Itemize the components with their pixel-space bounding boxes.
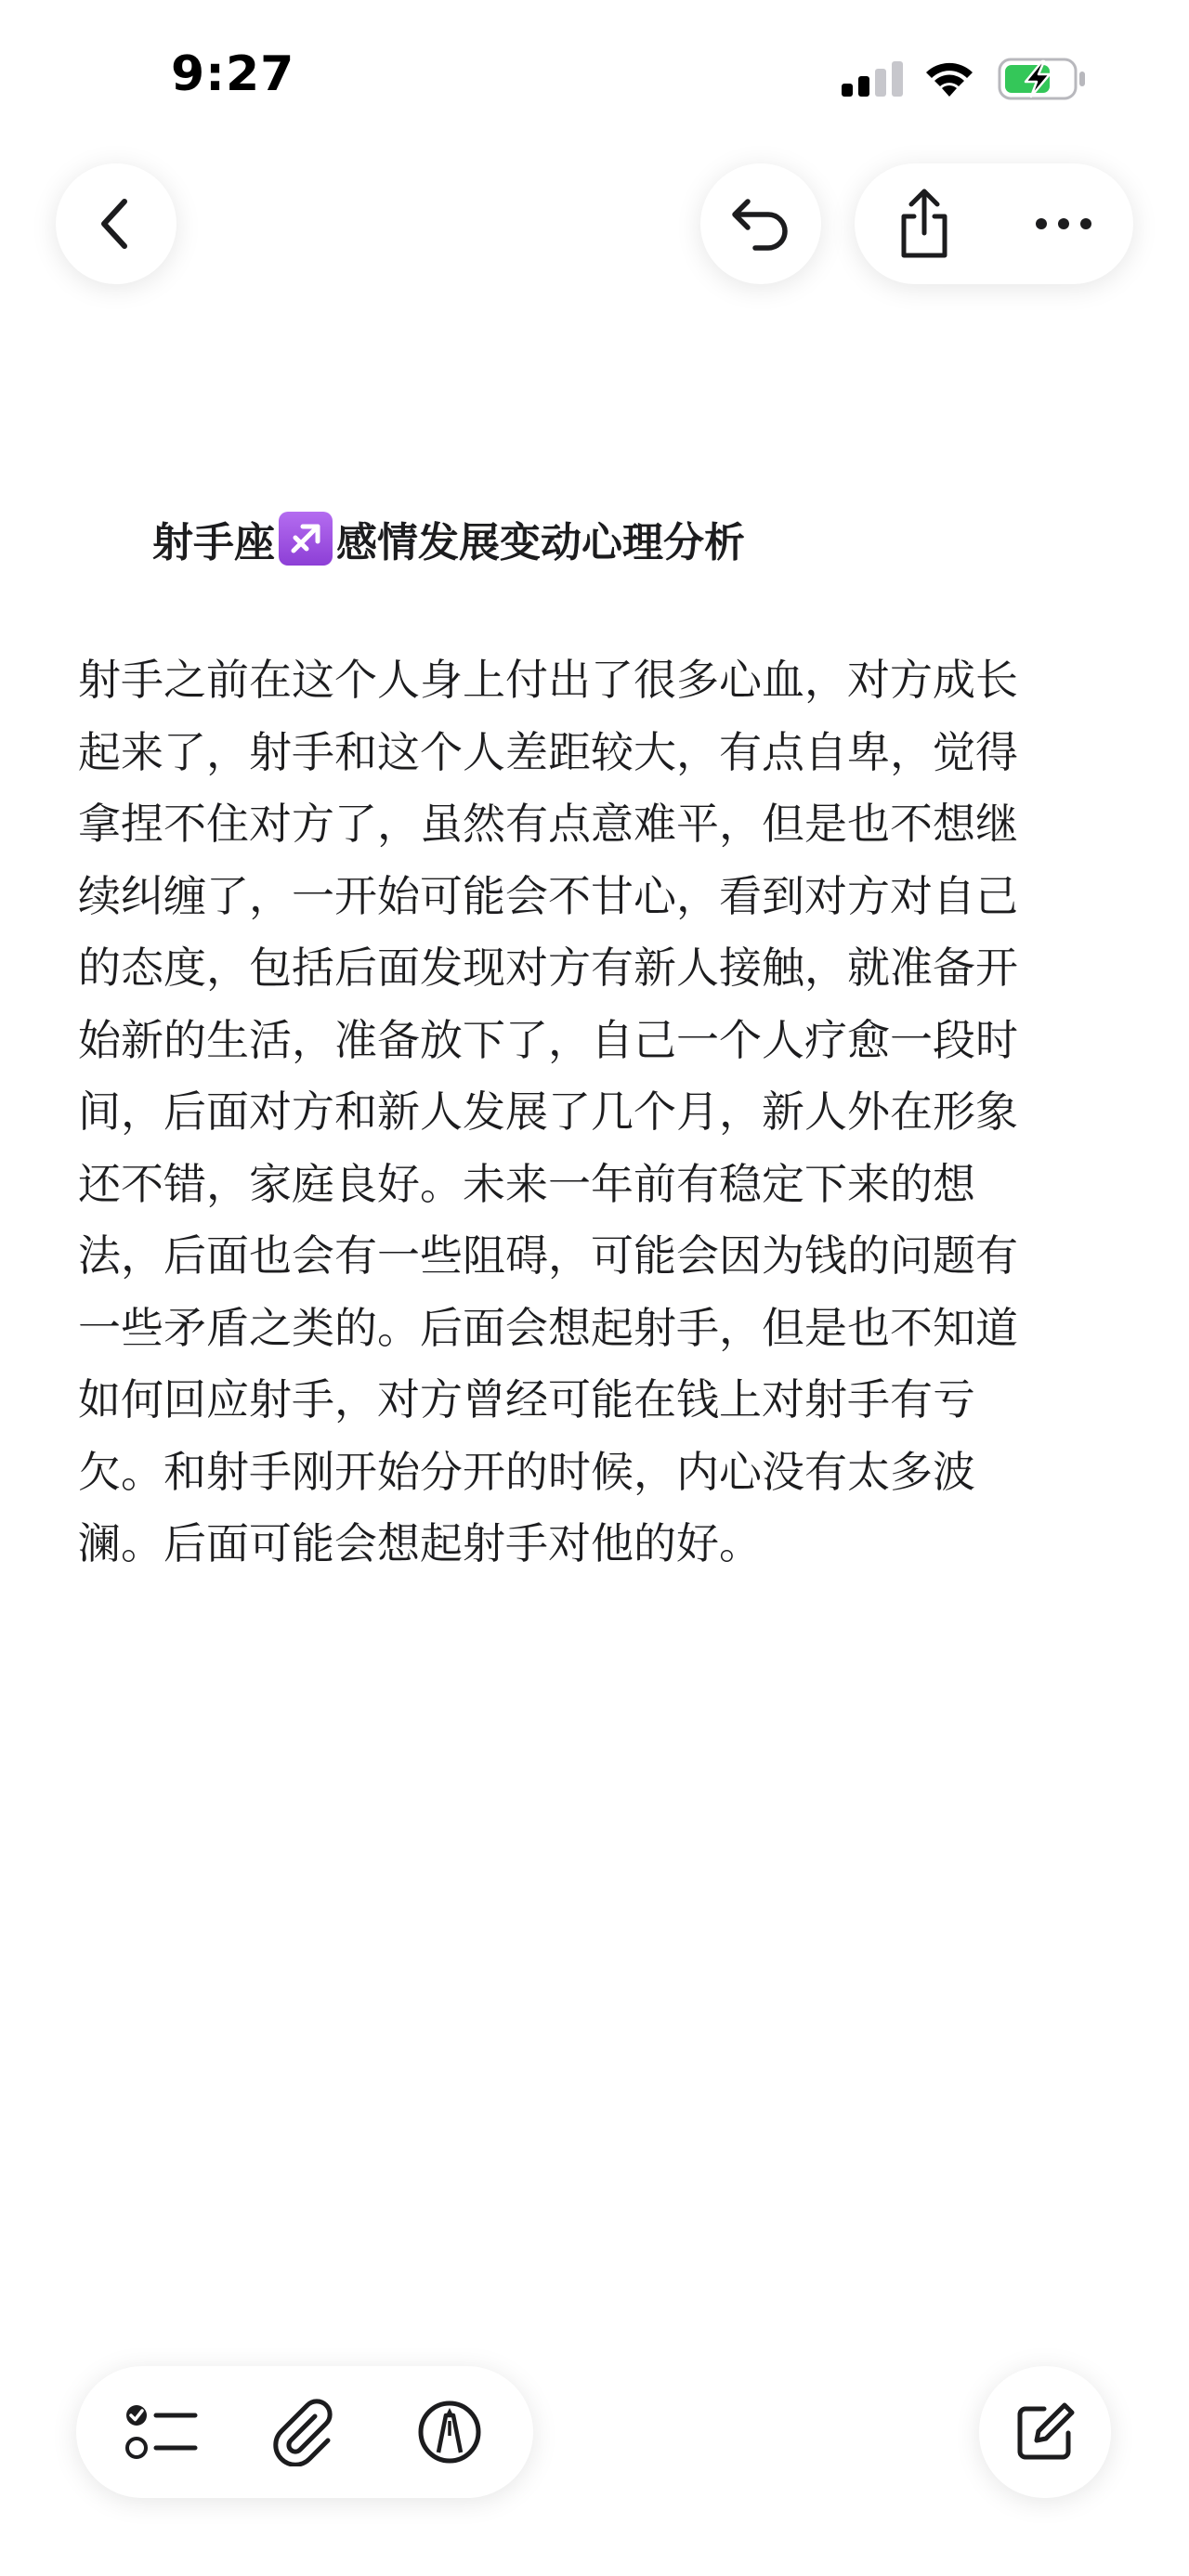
note-body[interactable] <box>78 644 1118 1581</box>
compose-button[interactable] <box>979 2366 1111 2498</box>
wifi-icon <box>921 56 977 100</box>
note-body-line: 起来了，射手和这个人差距较大，有点自卑，觉得 <box>78 726 1018 777</box>
signal-icon <box>842 59 907 100</box>
note-body-line: 的态度，包括后面发现对方有新人接触，就准备开 <box>78 943 1018 993</box>
more-icon <box>1034 216 1093 231</box>
undo-icon <box>727 194 794 254</box>
status-bar <box>0 0 1189 149</box>
markup-button[interactable] <box>385 2366 515 2498</box>
share-button[interactable] <box>855 163 994 284</box>
note-body-line: 续纠缠了，一开始可能会不甘心，看到对方对自己 <box>78 870 1018 921</box>
note-body-line: 法，后面也会有一些阻碍，可能会因为钱的问题有 <box>78 1230 1018 1281</box>
status-time: 9:27 <box>171 46 295 102</box>
note-body-line: 澜。后面可能会想起射手对他的好。 <box>78 1518 762 1568</box>
compose-icon <box>1013 2400 1078 2465</box>
note-body-line: 一些矛盾之类的。后面会想起射手，但是也不知道 <box>78 1302 1018 1353</box>
toolbar-action-group <box>855 163 1133 284</box>
note-body-line: 射手之前在这个人身上付出了很多心血，对方成长 <box>78 655 1018 705</box>
note-title-prefix: 射手座 <box>152 519 275 566</box>
note-body-line: 欠。和射手刚开始分开的时候，内心没有太多波 <box>78 1446 975 1497</box>
note-body-line: 还不错，家庭良好。未来一年前有稳定下来的想 <box>78 1158 975 1209</box>
note-body-line: 间，后面对方和新人发展了几个月，新人外在形象 <box>78 1086 1018 1137</box>
battery-charging-icon <box>998 56 1087 102</box>
undo-button[interactable] <box>700 163 821 284</box>
back-button[interactable] <box>56 163 176 284</box>
checklist-icon <box>124 2401 199 2463</box>
attach-button[interactable] <box>240 2366 370 2498</box>
sagittarius-icon <box>279 512 333 566</box>
share-icon <box>895 187 954 261</box>
note-body-line: 始新的生活，准备放下了，自己一个人疗愈一段时 <box>78 1014 1018 1065</box>
checklist-button[interactable] <box>97 2366 227 2498</box>
note-title-suffix: 感情发展变动心理分析 <box>336 519 745 566</box>
markup-pen-icon <box>416 2399 483 2465</box>
note-title[interactable] <box>152 509 745 568</box>
note-body-line: 拿捏不住对方了，虽然有点意难平，但是也不想继 <box>78 799 1018 849</box>
bottom-toolbar <box>76 2366 533 2498</box>
more-button[interactable] <box>994 163 1133 284</box>
note-body-line: 如何回应射手，对方曾经可能在钱上对射手有亏 <box>78 1374 975 1425</box>
paperclip-icon <box>272 2398 337 2466</box>
back-icon <box>93 194 139 254</box>
